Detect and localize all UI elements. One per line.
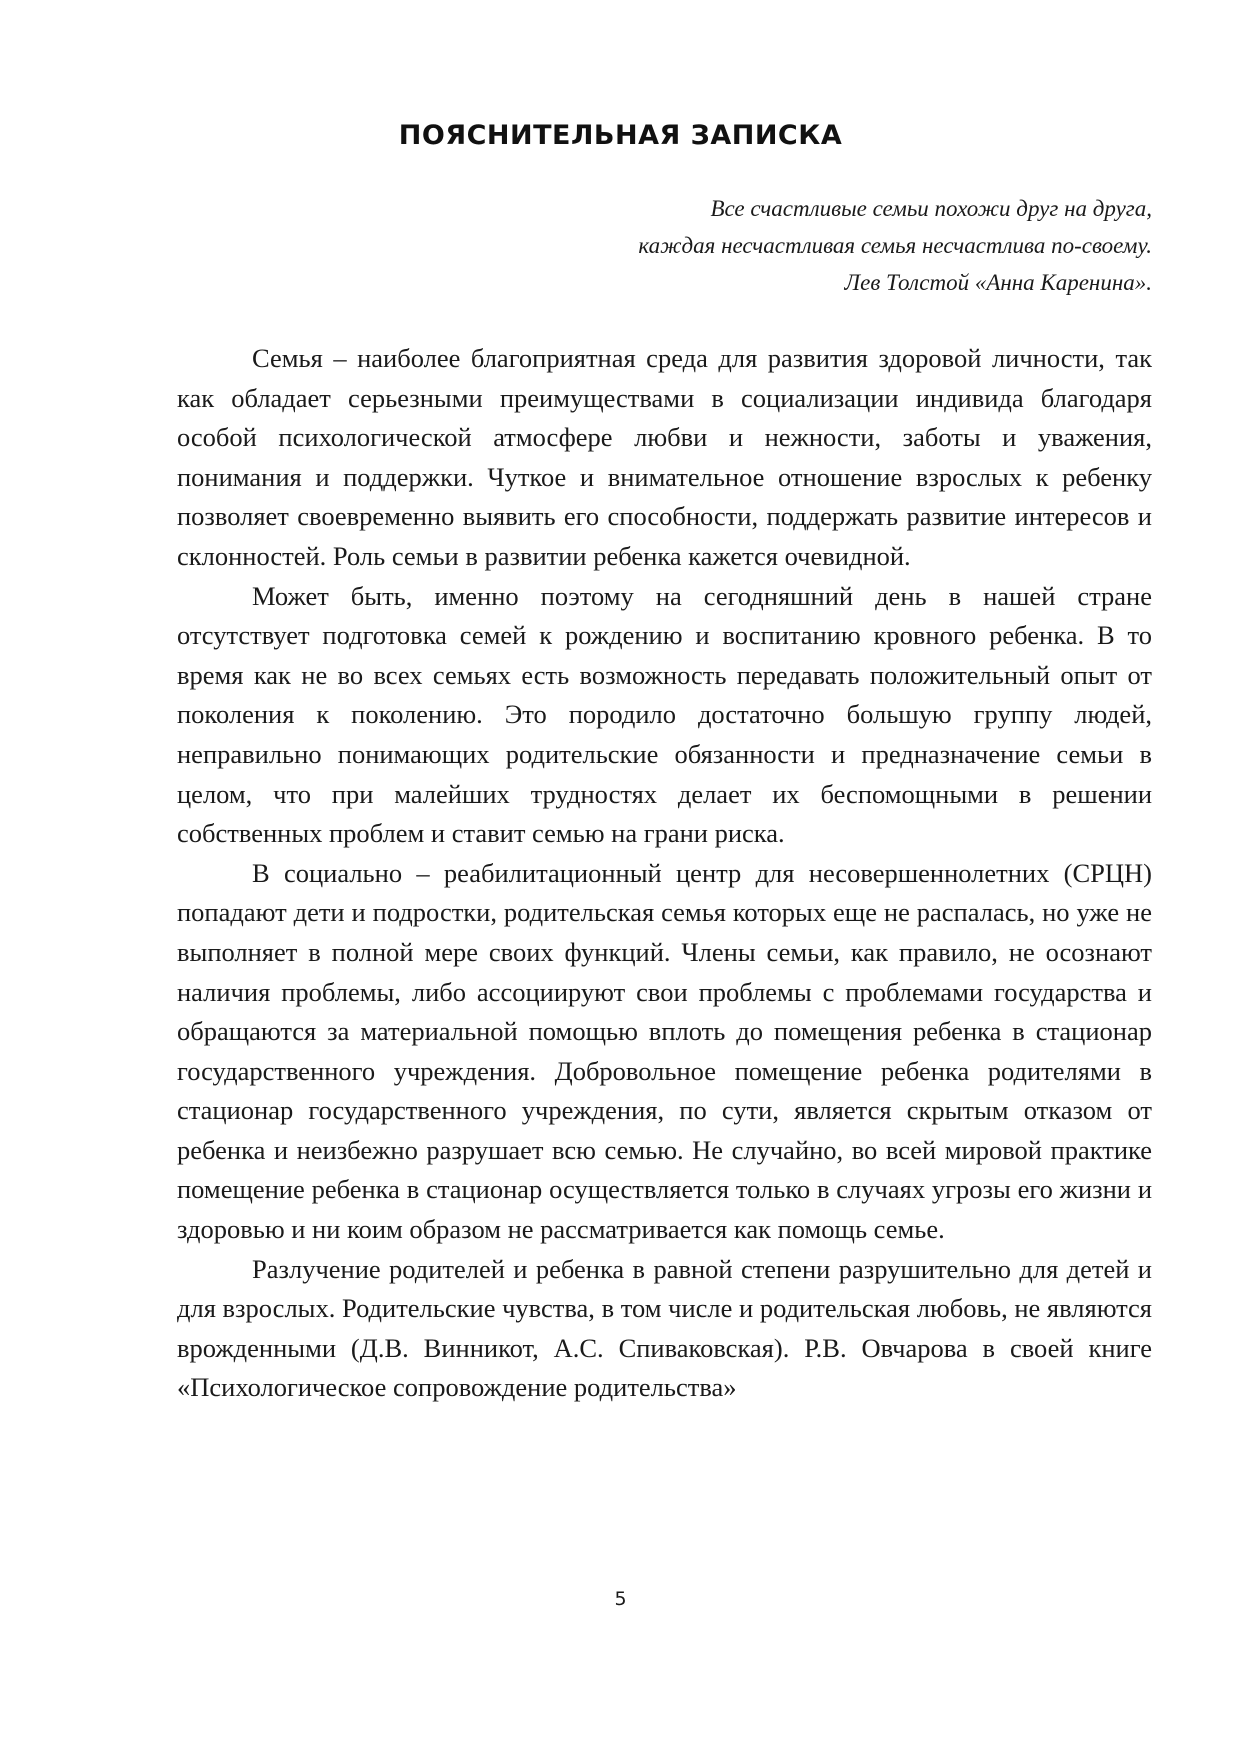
page-number: 5 bbox=[614, 1588, 627, 1610]
epigraph-line: каждая несчастливая семья несчастлива по-своему. bbox=[638, 233, 1152, 258]
paragraph: Семья – наиболее благоприятная среда для развития здоровой личности, так как обладает серьезными преимуществами в социализации индивида благодаря особой психологической атмосфере любви и нежности, заботы и уважения, понимания и поддержки. Чуткое и внимательное отношение взрослых к ребенку позволяет своевременно выявить его способности, поддержать развитие интересов и склонностей. Роль семьи в развитии ребенка кажется очевидной. bbox=[177, 343, 1152, 571]
page-title: ПОЯСНИТЕЛЬНАЯ ЗАПИСКА bbox=[398, 120, 843, 151]
paragraph: В социально – реабилитационный центр для несовершеннолетних (СРЦН) попадают дети и подростки, родительская семья которых еще не распалась, но уже не выполняет в полной мере своих функций. Члены семьи, как правило, не осознают наличия проблемы, либо ассоциируют свои проблемы с проблемами государства и обращаются за материальной помощью вплоть до помещения ребенка в стационар государственного учреждения. Добровольное помещение ребенка родителями в стационар государственного учреждения, по сути, является скрытым отказом от ребенка и неизбежно разрушает всю семью. Не случайно, во всей мировой практике помещение ребенка в стационар осуществляется только в случаях угрозы его жизни и здоровью и ни коим образом не рассматривается как помощь семье. bbox=[177, 857, 1152, 1245]
paragraph: Может быть, именно поэтому на сегодняшний день в нашей стране отсутствует подготовка семей к рождению и воспитанию кровного ребенка. В то время как не во всех семьях есть возможность передавать положительный опыт от поколения к поколению. Это породило достаточно большую группу людей, неправильно понимающих родительские обязанности и предназначение семьи в целом, что при малейших трудностях делает их беспомощными в решении собственных проблем и ставит семью на грани риска. bbox=[177, 580, 1152, 849]
epigraph-line: Все счастливые семьи похожи друг на друга, bbox=[710, 196, 1152, 221]
epigraph-attribution: Лев Толстой «Анна Каренина». bbox=[844, 270, 1152, 295]
epigraph bbox=[352, 190, 1152, 301]
paragraph: Разлучение родителей и ребенка в равной степени разрушительно для детей и для взрослых. Родительские чувства, в том числе и родительская любовь, не являются врожденными (Д.В. Винникот, А.С. Спиваковская). Р.В. Овчарова в своей книге «Психологическое сопровождение родительства» bbox=[177, 1253, 1152, 1403]
body-text bbox=[177, 339, 1152, 1408]
